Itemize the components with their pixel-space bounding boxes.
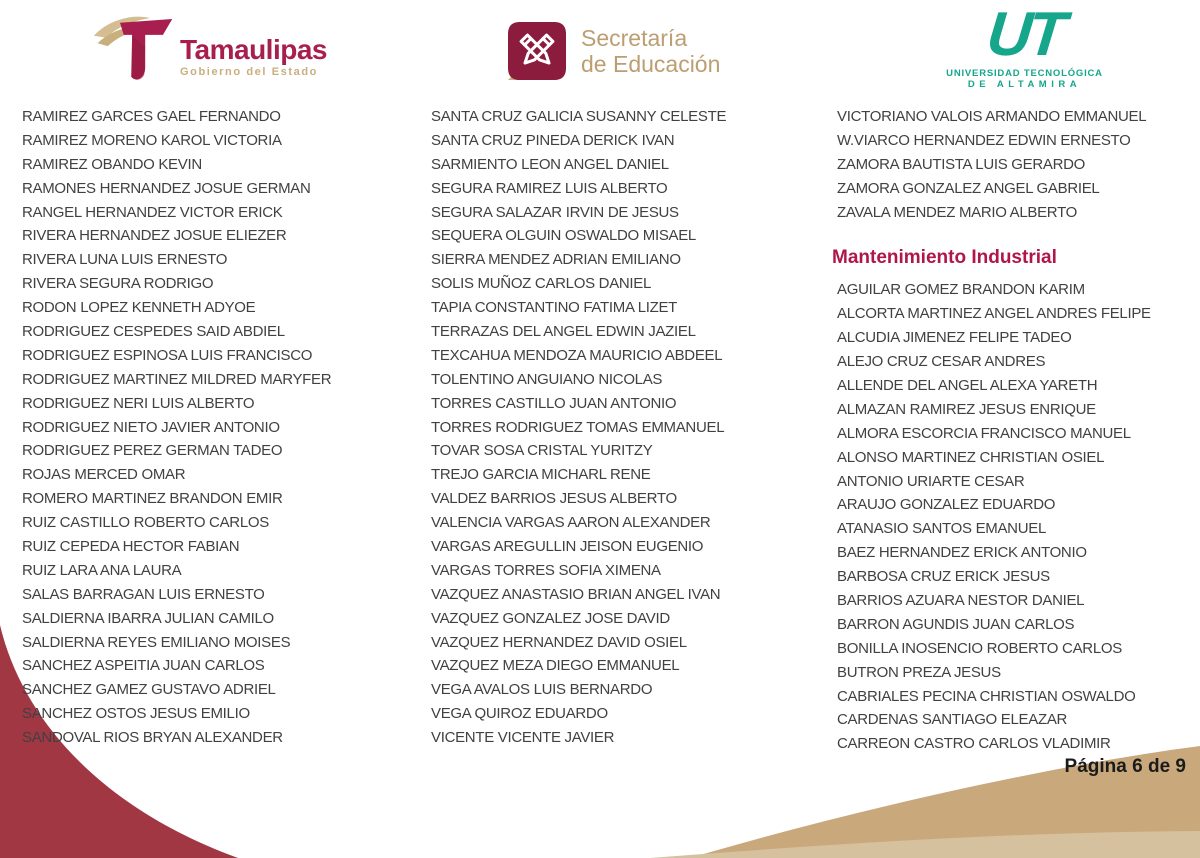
student-name: VAZQUEZ ANASTASIO BRIAN ANGEL IVAN bbox=[431, 585, 721, 603]
student-name: RODRIGUEZ ESPINOSA LUIS FRANCISCO bbox=[22, 346, 313, 364]
student-name: RUIZ CEPEDA HECTOR FABIAN bbox=[22, 538, 240, 556]
student-name: SANTA CRUZ GALICIA SUSANNY CELESTE bbox=[431, 108, 727, 125]
student-name: RODON LOPEZ KENNETH ADYOE bbox=[22, 299, 256, 317]
student-name: CARREON CASTRO CARLOS VLADIMIR bbox=[837, 735, 1111, 753]
student-name: RODRIGUEZ NIETO JAVIER ANTONIO bbox=[22, 418, 280, 436]
student-name: RODRIGUEZ CESPEDES SAID ABDIEL bbox=[22, 323, 285, 341]
student-name: SEGURA SALAZAR IRVIN DE JESUS bbox=[431, 203, 679, 221]
student-name: ZAMORA GONZALEZ ANGEL GABRIEL bbox=[837, 179, 1100, 197]
student-name: SANCHEZ OSTOS JESUS EMILIO bbox=[22, 705, 250, 723]
student-name: ANTONIO URIARTE CESAR bbox=[837, 472, 1025, 490]
student-name: BARBOSA CRUZ ERICK JESUS bbox=[837, 568, 1050, 586]
names-column-3-bottom bbox=[832, 278, 1200, 756]
student-name: CARDENAS SANTIAGO ELEAZAR bbox=[837, 711, 1068, 729]
student-name: BARRON AGUNDIS JUAN CARLOS bbox=[837, 615, 1075, 633]
student-name: RIVERA HERNANDEZ JOSUE ELIEZER bbox=[22, 227, 287, 245]
student-name: TREJO GARCIA MICHARL RENE bbox=[431, 466, 651, 484]
student-name: SANDOVAL RIOS BRYAN ALEXANDER bbox=[22, 729, 283, 747]
student-name: AGUILAR GOMEZ BRANDON KARIM bbox=[837, 281, 1085, 299]
student-name: ALONSO MARTINEZ CHRISTIAN OSIEL bbox=[837, 448, 1105, 466]
student-name: VEGA AVALOS LUIS BERNARDO bbox=[431, 681, 653, 699]
crossed-pencils-icon bbox=[506, 20, 568, 82]
student-name: RAMIREZ OBANDO KEVIN bbox=[22, 155, 202, 173]
educacion-logo bbox=[506, 20, 720, 82]
student-name: ALMORA ESCORCIA FRANCISCO MANUEL bbox=[837, 424, 1131, 442]
student-name: BONILLA INOSENCIO ROBERTO CARLOS bbox=[837, 639, 1122, 657]
student-name: SEGURA RAMIREZ LUIS ALBERTO bbox=[431, 179, 668, 197]
student-name: SOLIS MUÑOZ CARLOS DANIEL bbox=[431, 275, 652, 293]
student-name: ALCUDIA JIMENEZ FELIPE TADEO bbox=[837, 329, 1072, 347]
student-name: VAZQUEZ MEZA DIEGO EMMANUEL bbox=[431, 657, 680, 675]
student-name: SANCHEZ GAMEZ GUSTAVO ADRIEL bbox=[22, 681, 276, 699]
student-name: VICTORIANO VALOIS ARMANDO EMMANUEL bbox=[837, 108, 1147, 125]
names-column-2 bbox=[431, 105, 826, 750]
student-name: ROJAS MERCED OMAR bbox=[22, 466, 186, 484]
student-name: VARGAS AREGULLIN JEISON EUGENIO bbox=[431, 538, 704, 556]
student-name: ZAMORA BAUTISTA LUIS GERARDO bbox=[837, 155, 1086, 173]
tamaulipas-logo-subtitle: Gobierno del Estado bbox=[180, 65, 318, 78]
student-name: BAEZ HERNANDEZ ERICK ANTONIO bbox=[837, 544, 1087, 562]
student-name: RANGEL HERNANDEZ VICTOR ERICK bbox=[22, 203, 283, 221]
student-name: RIVERA SEGURA RODRIGO bbox=[22, 275, 214, 293]
student-name: RODRIGUEZ NERI LUIS ALBERTO bbox=[22, 394, 255, 412]
names-column-3-top bbox=[832, 105, 1200, 224]
section-heading-mantenimiento-industrial: Mantenimiento Industrial bbox=[832, 247, 1057, 269]
student-name: SALDIERNA IBARRA JULIAN CAMILO bbox=[22, 609, 274, 627]
student-name: RUIZ CASTILLO ROBERTO CARLOS bbox=[22, 514, 269, 532]
student-name: VAZQUEZ GONZALEZ JOSE DAVID bbox=[431, 609, 670, 627]
ut-logo bbox=[942, 2, 1107, 90]
page-number: Página 6 de 9 bbox=[1064, 756, 1186, 777]
student-name: TORRES RODRIGUEZ TOMAS EMMANUEL bbox=[431, 418, 725, 436]
student-name: SARMIENTO LEON ANGEL DANIEL bbox=[431, 155, 669, 173]
student-name: SANTA CRUZ PINEDA DERICK IVAN bbox=[431, 131, 675, 149]
student-name: W.VIARCO HERNANDEZ EDWIN ERNESTO bbox=[837, 131, 1131, 149]
student-name: SALAS BARRAGAN LUIS ERNESTO bbox=[22, 585, 265, 603]
student-name: VICENTE VICENTE JAVIER bbox=[431, 729, 615, 747]
student-name: TOVAR SOSA CRISTAL YURITZY bbox=[431, 442, 653, 460]
educacion-logo-line2: de Educación bbox=[581, 51, 721, 77]
student-name: TERRAZAS DEL ANGEL EDWIN JAZIEL bbox=[431, 323, 696, 341]
tamaulipas-winged-t-icon bbox=[92, 8, 176, 86]
student-name: BARRIOS AZUARA NESTOR DANIEL bbox=[837, 592, 1085, 610]
student-name: VEGA QUIROZ EDUARDO bbox=[431, 705, 608, 723]
student-name: SEQUERA OLGUIN OSWALDO MISAEL bbox=[431, 227, 696, 245]
student-name: VALENCIA VARGAS AARON ALEXANDER bbox=[431, 514, 711, 532]
student-name: SALDIERNA REYES EMILIANO MOISES bbox=[22, 633, 291, 651]
student-name: ALLENDE DEL ANGEL ALEXA YARETH bbox=[837, 377, 1098, 395]
student-name: ARAUJO GONZALEZ EDUARDO bbox=[837, 496, 1056, 514]
tamaulipas-logo bbox=[92, 8, 327, 86]
student-name: RAMIREZ MORENO KAROL VICTORIA bbox=[22, 131, 282, 149]
student-name: CABRIALES PECINA CHRISTIAN OSWALDO bbox=[837, 687, 1136, 705]
student-name: RAMONES HERNANDEZ JOSUE GERMAN bbox=[22, 179, 311, 197]
student-name: ALCORTA MARTINEZ ANGEL ANDRES FELIPE bbox=[837, 305, 1151, 323]
student-name: ZAVALA MENDEZ MARIO ALBERTO bbox=[837, 203, 1078, 221]
student-name: RODRIGUEZ PEREZ GERMAN TADEO bbox=[22, 442, 283, 460]
student-name: RIVERA LUNA LUIS ERNESTO bbox=[22, 251, 228, 269]
student-name: RUIZ LARA ANA LAURA bbox=[22, 561, 182, 579]
student-name: ATANASIO SANTOS EMANUEL bbox=[837, 520, 1046, 538]
student-name: VARGAS TORRES SOFIA XIMENA bbox=[431, 561, 661, 579]
student-name: VALDEZ BARRIOS JESUS ALBERTO bbox=[431, 490, 677, 508]
student-name: TEXCAHUA MENDOZA MAURICIO ABDEEL bbox=[431, 346, 723, 364]
ut-logo-line2: DE ALTAMIRA bbox=[967, 79, 1082, 90]
student-name: ALMAZAN RAMIREZ JESUS ENRIQUE bbox=[837, 400, 1096, 418]
tamaulipas-logo-title: Tamaulipas bbox=[180, 33, 327, 65]
student-name: TAPIA CONSTANTINO FATIMA LIZET bbox=[431, 299, 678, 317]
student-name: RODRIGUEZ MARTINEZ MILDRED MARYFER bbox=[22, 370, 332, 388]
student-name: BUTRON PREZA JESUS bbox=[837, 663, 1001, 681]
names-column-3 bbox=[832, 105, 1200, 756]
ut-logo-mark: UT bbox=[983, 0, 1066, 69]
student-name: SIERRA MENDEZ ADRIAN EMILIANO bbox=[431, 251, 681, 269]
student-name: TOLENTINO ANGUIANO NICOLAS bbox=[431, 370, 663, 388]
student-name: ROMERO MARTINEZ BRANDON EMIR bbox=[22, 490, 283, 508]
educacion-logo-line1: Secretaría bbox=[581, 25, 688, 51]
student-name: RAMIREZ GARCES GAEL FERNANDO bbox=[22, 108, 281, 125]
student-name: SANCHEZ ASPEITIA JUAN CARLOS bbox=[22, 657, 265, 675]
student-name: VAZQUEZ HERNANDEZ DAVID OSIEL bbox=[431, 633, 687, 651]
student-name: ALEJO CRUZ CESAR ANDRES bbox=[837, 353, 1046, 371]
student-name: TORRES CASTILLO JUAN ANTONIO bbox=[431, 394, 677, 412]
ut-logo-line1: UNIVERSIDAD TECNOLÓGICA bbox=[946, 68, 1103, 79]
names-column-1 bbox=[22, 105, 417, 750]
